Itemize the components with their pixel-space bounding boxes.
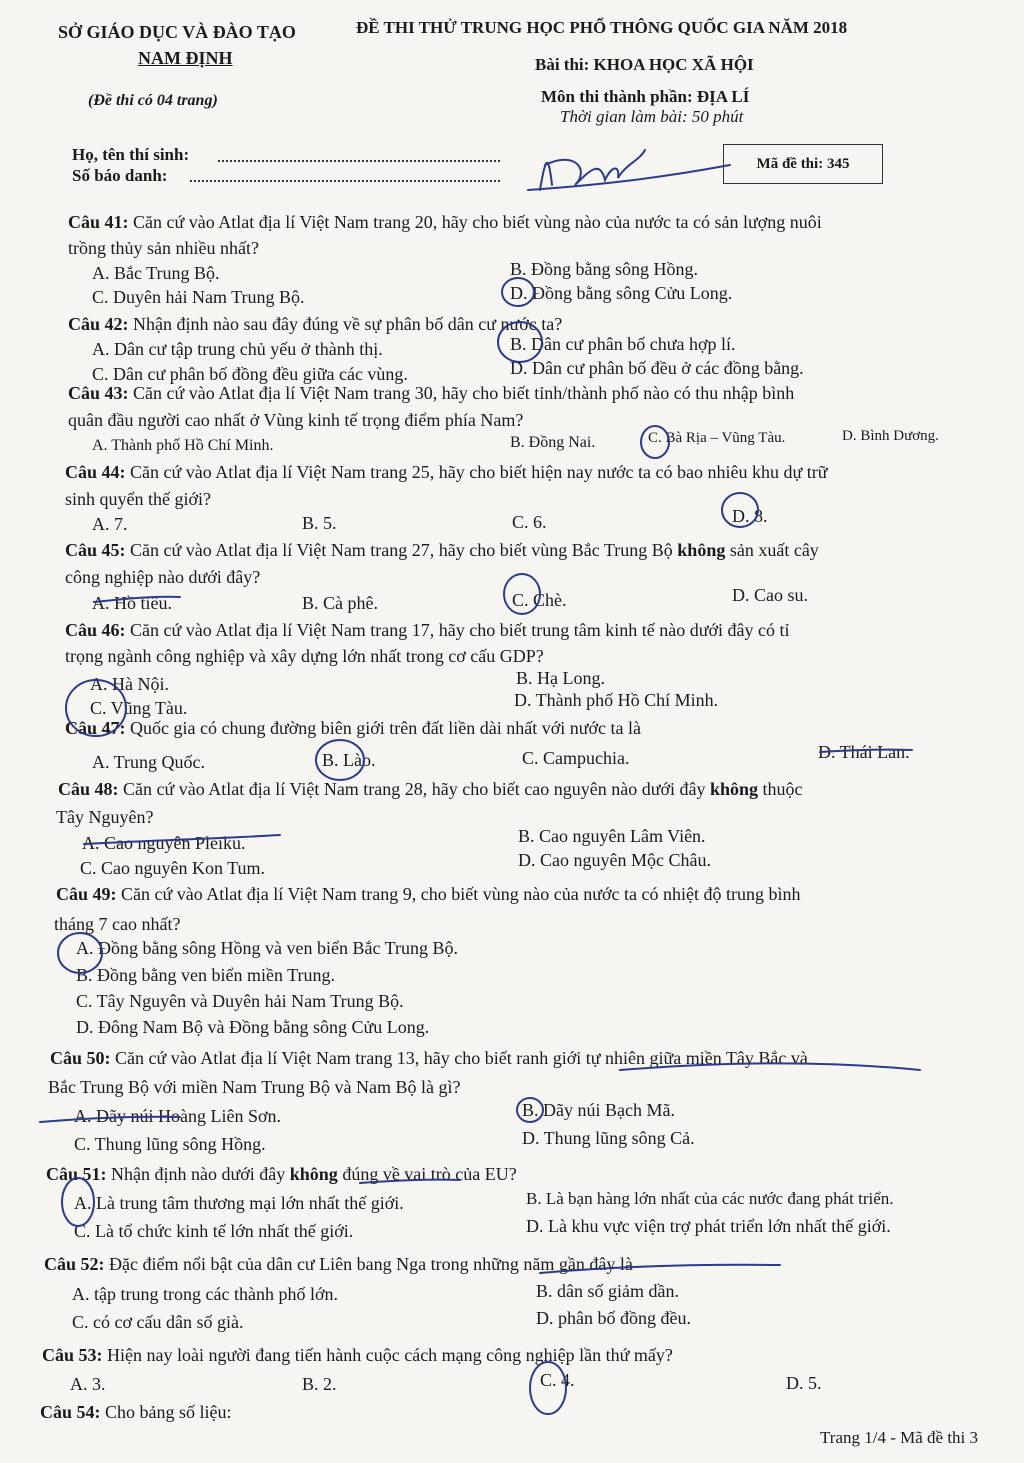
option-d[interactable]: D. Cao su.	[732, 585, 808, 605]
question-head: Câu 49:	[56, 884, 117, 904]
question-line: Căn cứ vào Atlat địa lí Việt Nam trang 27, hãy cho biết vùng Bắc Trung Bộ	[130, 540, 673, 560]
question-line: trọng ngành công nghiệp và xây dựng lớn nhất trong cơ cấu GDP?	[65, 646, 544, 666]
option-d[interactable]: D. Đồng bằng sông Cửu Long.	[510, 283, 733, 303]
option-b[interactable]: B. Hạ Long.	[516, 668, 605, 688]
question-text	[44, 1254, 633, 1275]
question-line: Nhận định nào dưới đây	[111, 1164, 286, 1184]
component-line: Môn thi thành phần: ĐỊA LÍ	[541, 87, 750, 106]
emphasis-word: không	[677, 540, 726, 560]
option-c[interactable]: C. Thung lũng sông Hồng.	[74, 1134, 266, 1154]
option-b[interactable]: B. Dãy núi Bạch Mã.	[522, 1100, 675, 1120]
option-b[interactable]: B. Lào.	[322, 750, 376, 770]
option-d[interactable]: D. Thái Lan.	[818, 742, 910, 762]
option-b[interactable]: B. 5.	[302, 513, 337, 533]
option-a[interactable]: A. Hà Nội.	[90, 674, 169, 694]
option-d[interactable]: D. phân bố đồng đều.	[536, 1308, 691, 1328]
question-head: Câu 45:	[65, 540, 126, 560]
question-text	[40, 1402, 232, 1423]
option-a[interactable]: A. Dãy núi Hoàng Liên Sơn.	[74, 1106, 281, 1126]
question-head: Câu 51:	[46, 1164, 107, 1184]
option-c[interactable]: C. 4.	[540, 1370, 575, 1390]
question-head: Câu 42:	[68, 314, 129, 334]
question-text	[65, 540, 819, 561]
question-line: Cho bảng số liệu:	[105, 1402, 232, 1422]
question-line: quân đầu người cao nhất ở Vùng kinh tế trọng điểm phía Nam?	[68, 410, 524, 430]
option-a[interactable]: A. 7.	[92, 514, 128, 534]
option-b[interactable]: B. Cao nguyên Lâm Viên.	[518, 826, 706, 846]
option-c[interactable]: C. Tây Nguyên và Duyên hải Nam Trung Bộ.	[76, 991, 404, 1011]
option-c[interactable]: C. Campuchia.	[522, 748, 630, 768]
option-b[interactable]: B. Cà phê.	[302, 593, 378, 613]
question-head: Câu 47:	[65, 718, 126, 738]
exam-code: Mã đề thi: 345	[756, 155, 850, 172]
option-c[interactable]: C. có cơ cấu dân số già.	[72, 1312, 244, 1332]
option-a[interactable]: A. 3.	[70, 1374, 106, 1394]
question-text	[65, 718, 641, 739]
question-line: sản xuất cây	[729, 540, 819, 560]
option-d[interactable]: D. Đông Nam Bộ và Đồng bằng sông Cửu Long.	[76, 1017, 430, 1037]
question-text	[58, 779, 803, 800]
question-line: Căn cứ vào Atlat địa lí Việt Nam trang 28, hãy cho biết cao nguyên nào dưới đây	[123, 779, 706, 799]
question-text	[68, 314, 562, 335]
option-c[interactable]: C. 6.	[512, 512, 547, 532]
question-line: Nhận định nào sau đây đúng về sự phân bố dân cư nước ta?	[133, 314, 563, 334]
question-line: Căn cứ vào Atlat địa lí Việt Nam trang 13, hãy cho biết ranh giới tự nhiên giữa miền Tây Bắc và	[115, 1048, 808, 1068]
option-c[interactable]: C. Bà Rịa – Vũng Tàu.	[648, 430, 786, 446]
question-text	[56, 884, 800, 905]
question-text	[50, 1048, 808, 1069]
option-b[interactable]: B. Là bạn hàng lớn nhất của các nước đang phát triển.	[526, 1189, 894, 1208]
question-head: Câu 53:	[42, 1345, 103, 1365]
option-a[interactable]: A. Đồng bằng sông Hồng và ven biển Bắc Trung Bộ.	[76, 938, 458, 958]
subject-line: Bài thi: KHOA HỌC XÃ HỘI	[535, 55, 754, 74]
handwritten-signature	[540, 150, 645, 190]
option-c[interactable]: C. Duyên hải Nam Trung Bộ.	[92, 287, 305, 307]
option-d[interactable]: D. Dân cư phân bố đều ở các đồng bằng.	[510, 358, 804, 378]
option-b[interactable]: B. Dân cư phân bố chưa hợp lí.	[510, 334, 736, 354]
question-line: Căn cứ vào Atlat địa lí Việt Nam trang 17, hãy cho biết trung tâm kinh tế nào dưới đây có tỉ	[130, 620, 790, 640]
name-dotted-line	[218, 160, 500, 162]
option-c[interactable]: C. Dân cư phân bố đồng đều giữa các vùng.	[92, 364, 408, 384]
option-c[interactable]: C. Cao nguyên Kon Tum.	[80, 858, 266, 878]
signature-underline	[528, 165, 730, 190]
time-line: Thời gian làm bài: 50 phút	[560, 107, 744, 126]
question-line: Căn cứ vào Atlat địa lí Việt Nam trang 30, hãy cho biết tỉnh/thành phố nào có thu nhập bình	[133, 383, 795, 403]
question-line: Căn cứ vào Atlat địa lí Việt Nam trang 9, cho biết vùng nào của nước ta có nhiệt độ trung bình	[121, 884, 801, 904]
exam-code-box	[723, 144, 883, 184]
option-b[interactable]: B. Đồng Nai.	[510, 434, 596, 451]
question-line: trồng thủy sản nhiều nhất?	[68, 238, 259, 258]
option-b[interactable]: B. dân số giảm dần.	[536, 1281, 679, 1301]
question-line: Căn cứ vào Atlat địa lí Việt Nam trang 20, hãy cho biết vùng nào của nước ta có sản lượng nuôi	[133, 212, 822, 232]
question-head: Câu 44:	[65, 462, 126, 482]
option-d[interactable]: D. Cao nguyên Mộc Châu.	[518, 850, 711, 870]
question-text	[42, 1345, 673, 1366]
option-a[interactable]: A. Trung Quốc.	[92, 752, 206, 772]
question-line: Căn cứ vào Atlat địa lí Việt Nam trang 25, hãy cho biết hiện nay nước ta có bao nhiêu khu dự trữ	[130, 462, 828, 482]
option-c[interactable]: C. Vũng Tàu.	[90, 698, 188, 718]
question-line: thuộc	[762, 779, 803, 799]
question-text	[68, 383, 794, 404]
question-head: Câu 46:	[65, 620, 126, 640]
page-footer: Trang 1/4 - Mã đề thi 3	[820, 1428, 979, 1447]
option-a[interactable]: A. Thành phố Hồ Chí Minh.	[92, 437, 274, 454]
pages-note: (Đề thi có 04 trang)	[88, 92, 218, 109]
emphasis-word: không	[709, 779, 759, 799]
question-line: Hiện nay loài người đang tiến hành cuộc cách mạng công nghiệp lần thứ mấy?	[107, 1345, 673, 1365]
question-text	[68, 212, 822, 233]
question-head: Câu 52:	[44, 1254, 105, 1274]
question-line: công nghiệp nào dưới đây?	[65, 567, 261, 587]
option-c[interactable]: C. Là tổ chức kinh tế lớn nhất thế giới.	[74, 1221, 354, 1241]
option-a[interactable]: A. Hồ tiêu.	[92, 593, 172, 613]
option-d[interactable]: D. Thung lũng sông Cả.	[522, 1128, 695, 1148]
dept-line1: SỞ GIÁO DỤC VÀ ĐÀO TẠO	[58, 22, 296, 42]
question-text	[65, 620, 790, 641]
question-head: Câu 41:	[68, 212, 129, 232]
question-text	[65, 462, 827, 483]
question-head: Câu 50:	[50, 1048, 111, 1068]
option-a[interactable]: A. Bắc Trung Bộ.	[92, 263, 220, 283]
option-d[interactable]: D. 5.	[786, 1373, 822, 1393]
name-label: Họ, tên thí sinh:	[72, 145, 190, 164]
id-label: Số báo danh:	[72, 166, 168, 185]
option-d[interactable]: D. Bình Dương.	[842, 428, 939, 444]
question-head: Câu 54:	[40, 1402, 101, 1422]
exam-title: ĐỀ THI THỬ TRUNG HỌC PHỔ THÔNG QUỐC GIA NĂM 2018	[356, 18, 848, 37]
question-line: tháng 7 cao nhất?	[54, 914, 181, 934]
option-a[interactable]: A. Là trung tâm thương mại lớn nhất thế giới.	[74, 1193, 404, 1213]
question-line: Quốc gia có chung đường biên giới trên đất liền dài nhất với nước ta là	[130, 718, 641, 738]
dept-line2: NAM ĐỊNH	[138, 48, 233, 68]
option-d[interactable]: D. Thành phố Hồ Chí Minh.	[514, 690, 719, 710]
option-a[interactable]: A. Cao nguyên Pleiku.	[82, 833, 246, 853]
question-line: sinh quyển thế giới?	[65, 489, 211, 509]
option-b[interactable]: B. Đồng bằng ven biển miền Trung.	[76, 965, 335, 985]
question-head: Câu 48:	[58, 779, 119, 799]
id-dotted-line	[190, 180, 500, 182]
option-a[interactable]: A. tập trung trong các thành phố lớn.	[72, 1284, 338, 1304]
question-line: Đặc điểm nổi bật của dân cư Liên bang Nga trong những năm gần đây là	[109, 1254, 633, 1274]
question-line: đúng về vai trò của EU?	[342, 1164, 517, 1184]
question-text	[46, 1164, 517, 1185]
question-line: Bắc Trung Bộ với miền Nam Trung Bộ và Nam Bộ là gì?	[48, 1077, 461, 1097]
option-a[interactable]: A. Dân cư tập trung chủ yếu ở thành thị.	[92, 339, 383, 359]
question-line: Tây Nguyên?	[56, 807, 154, 827]
option-b[interactable]: B. Đồng bằng sông Hồng.	[510, 259, 698, 279]
option-c[interactable]: C. Chè.	[512, 590, 567, 610]
question-head: Câu 43:	[68, 383, 129, 403]
option-d[interactable]: D. 8.	[732, 506, 768, 526]
option-d[interactable]: D. Là khu vực viện trợ phát triển lớn nhất thế giới.	[526, 1216, 891, 1236]
emphasis-word: không	[289, 1164, 338, 1184]
option-b[interactable]: B. 2.	[302, 1374, 337, 1394]
